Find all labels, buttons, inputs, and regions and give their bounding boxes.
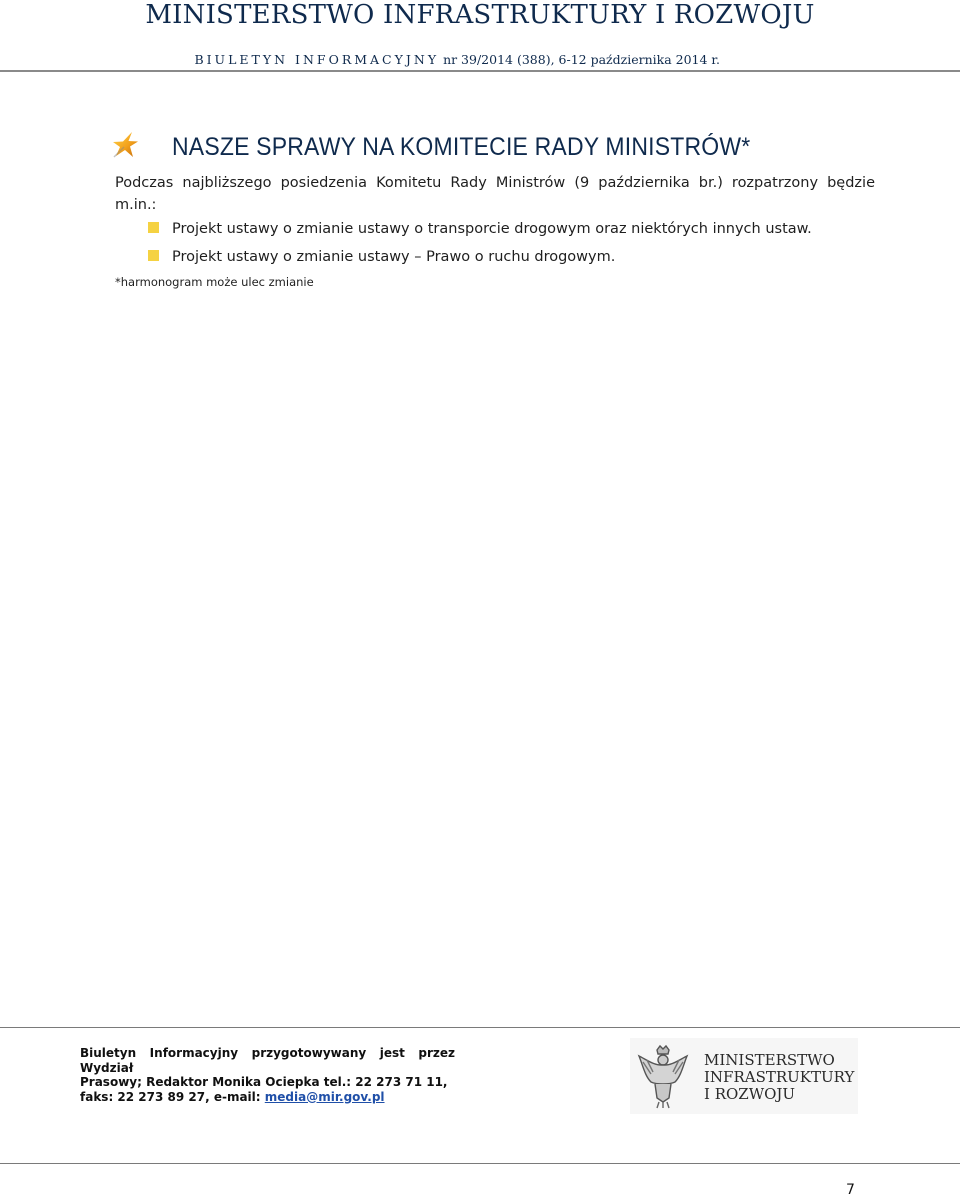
star-icon bbox=[112, 131, 140, 159]
header-title: MINISTERSTWO INFRASTRUKTURY I ROZWOJU bbox=[145, 0, 815, 30]
bulletin-label: BIULETYN INFORMACYJNY bbox=[194, 52, 440, 67]
list-item bbox=[148, 246, 812, 274]
logo-line-2: INFRASTRUKTURY bbox=[704, 1068, 855, 1086]
footer-contact bbox=[80, 1046, 455, 1104]
list-item bbox=[148, 218, 812, 246]
section-title: NASZE SPRAWY NA KOMITECIE RADY MINISTRÓW* bbox=[172, 133, 751, 161]
bottom-divider bbox=[0, 1163, 960, 1164]
page-number: 7 bbox=[846, 1182, 855, 1198]
header-subtitle bbox=[194, 52, 720, 67]
list-item-text: Projekt ustawy o zmianie ustawy – Prawo o ruchu drogowym. bbox=[172, 249, 616, 265]
square-bullet-icon bbox=[148, 250, 159, 261]
schedule-note: *harmonogram może ulec zmianie bbox=[115, 275, 314, 289]
footer-line-2: Prasowy; Redaktor Monika Ociepka tel.: 22 273 71 11, bbox=[80, 1075, 448, 1089]
email-link[interactable]: media@mir.gov.pl bbox=[264, 1089, 385, 1104]
logo-line-3: I ROZWOJU bbox=[704, 1085, 796, 1103]
fax-text: faks: 22 273 89 27, e-mail: bbox=[80, 1089, 265, 1104]
footer-line-3 bbox=[80, 1090, 455, 1105]
eagle-emblem-icon bbox=[633, 1044, 693, 1110]
list-item-text: Projekt ustawy o zmianie ustawy o transporcie drogowym oraz niektórych innych ustaw. bbox=[172, 221, 812, 237]
issue-info: nr 39/2014 (388), 6-12 października 2014 r. bbox=[443, 52, 720, 67]
footer-divider bbox=[0, 1027, 960, 1028]
logo-line-1: MINISTERSTWO bbox=[704, 1051, 835, 1069]
footer-line-1: Biuletyn Informacyjny przygotowywany jest przez Wydział bbox=[80, 1046, 455, 1075]
square-bullet-icon bbox=[148, 222, 159, 233]
item-list bbox=[148, 218, 812, 274]
intro-text: Podczas najbliższego posiedzenia Komitetu Rady Ministrów (9 października br.) rozpatrzony będzie m.in.: bbox=[115, 175, 875, 213]
logo-text bbox=[704, 1052, 854, 1103]
header-divider bbox=[0, 70, 960, 72]
